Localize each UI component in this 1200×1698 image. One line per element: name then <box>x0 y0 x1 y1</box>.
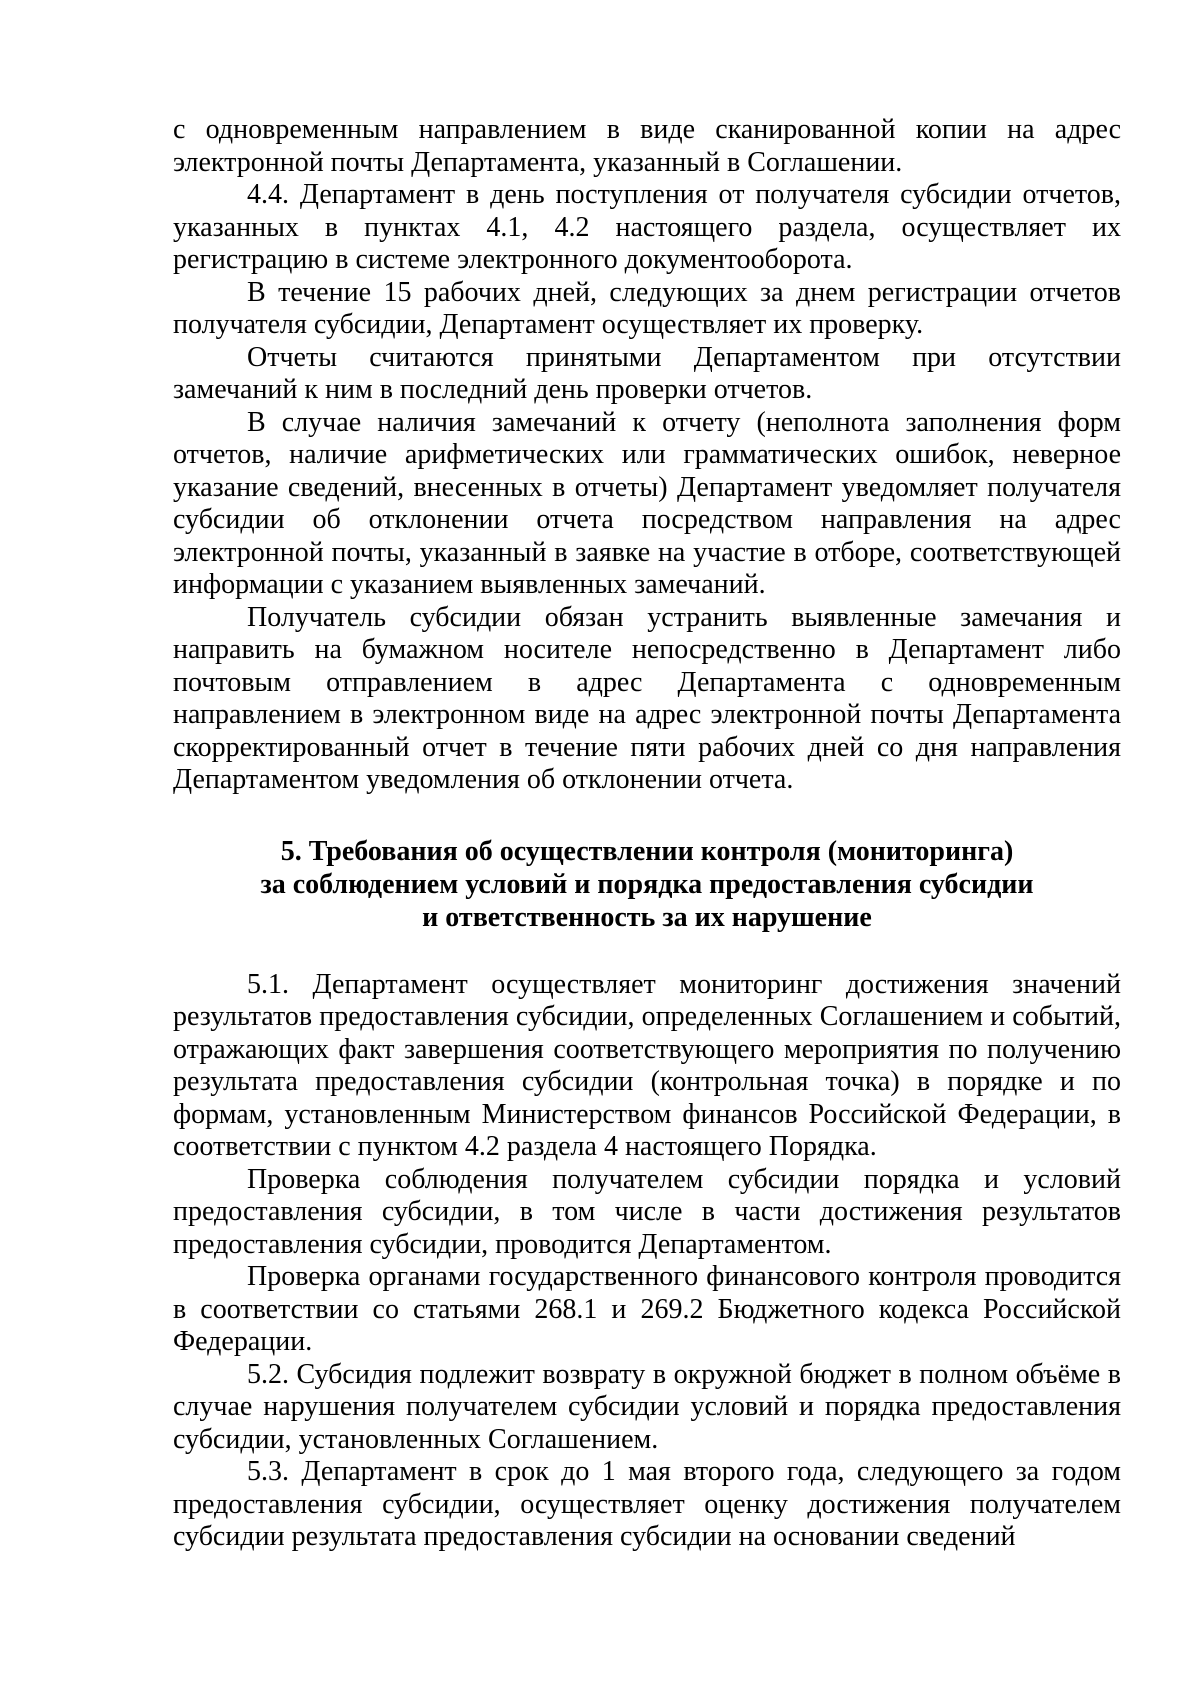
paragraph-5-1: 5.1. Департамент осуществляет мониторинг достижения значений результатов предоставления субсидии, определенных Соглашением и событий, отражающих факт завершения соответствующего мероприятия по получению результата предоставления субсидии (контрольная точка) в порядке и по формам, установленным Министерством финансов Российской Федерации, в соответствии с пунктом 4.2 раздела 4 настоящего Порядка. <box>173 968 1121 1162</box>
section-heading-line: за соблюдением условий и порядка предоставления субсидии <box>260 868 1034 900</box>
paragraph-reports-accepted: Отчеты считаются принятыми Департаментом при отсутствии замечаний к ним в последний день проверки отчетов. <box>173 341 1121 405</box>
paragraph-4-4: 4.4. Департамент в день поступления от получателя субсидии отчетов, указанных в пунктах 4.1, 4.2 настоящего раздела, осуществляет их регистрацию в системе электронного документооборота. <box>173 179 1121 275</box>
section-5-heading <box>173 835 1121 934</box>
paragraph-continuation: с одновременным направлением в виде сканированной копии на адрес электронной почты Департамента, указанный в Соглашении. <box>173 114 1121 178</box>
paragraph-recipient-obligation: Получатель субсидии обязан устранить выявленные замечания и направить на бумажном носителе непосредственно в Департамент либо почтовым отправлением в адрес Департамента с одновременным направлением в электронном виде на адрес электронной почты Департамента скорректированный отчет в течение пяти рабочих дней со дня направления Департаментом уведомления об отклонении отчета. <box>173 601 1121 795</box>
section-heading-line: и ответственность за их нарушение <box>422 901 872 933</box>
paragraph-5-3: 5.3. Департамент в срок до 1 мая второго года, следующего за годом предоставления субсидии, осуществляет оценку достижения получателем субсидии результата предоставления субсидии на основании сведений <box>173 1456 1121 1552</box>
paragraph-review-period: В течение 15 рабочих дней, следующих за днем регистрации отчетов получателя субсидии, Департамент осуществляет их проверку. <box>173 276 1121 340</box>
document-body <box>173 114 1121 1554</box>
paragraph-remarks: В случае наличия замечаний к отчету (неполнота заполнения форм отчетов, наличие арифметических или грамматических ошибок, неверное указание сведений, внесенных в отчеты) Департамент уведомляет получателя субсидии об отклонении отчета посредством направления на адрес электронной почты, указанный в заявке на участие в отборе, соответствующей информации с указанием выявленных замечаний. <box>173 406 1121 600</box>
paragraph-compliance-check: Проверка соблюдения получателем субсидии порядка и условий предоставления субсидии, в том числе в части достижения результатов предоставления субсидии, проводится Департаментом. <box>173 1163 1121 1260</box>
section-heading-line: 5. Требования об осуществлении контроля (мониторинга) <box>280 835 1014 867</box>
paragraph-5-2: 5.2. Субсидия подлежит возврату в окружной бюджет в полном объёме в случае нарушения получателем субсидии условий и порядка предоставления субсидии, установленных Соглашением. <box>173 1358 1121 1455</box>
paragraph-state-control: Проверка органами государственного финансового контроля проводится в соответствии со статьями 268.1 и 269.2 Бюджетного кодекса Российской Федерации. <box>173 1261 1121 1357</box>
